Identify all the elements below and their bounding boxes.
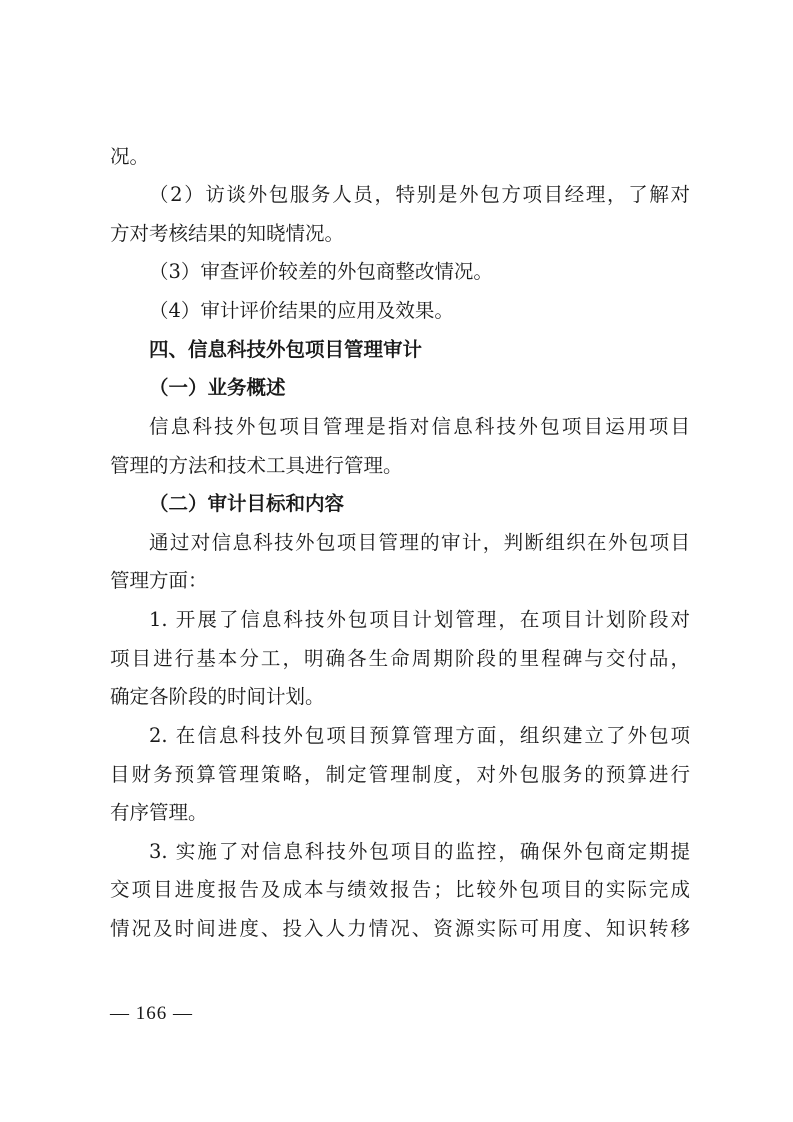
body-line: （3）审查评价较差的外包商整改情况。 bbox=[149, 260, 493, 283]
body-line: 信息科技外包项目管理是指对信息科技外包项目运用项目 bbox=[149, 415, 690, 438]
body-line: （2）访谈外包服务人员，特别是外包方项目经理，了解对 bbox=[149, 183, 690, 206]
body-line: 况。 bbox=[110, 145, 150, 168]
page-number: — 166 — bbox=[110, 1003, 193, 1024]
body-line: 3. 实施了对信息科技外包项目的监控，确保外包商定期提 bbox=[149, 840, 690, 863]
body-line: 项目进行基本分工，明确各生命周期阶段的里程碑与交付品， bbox=[110, 647, 690, 670]
body-line: 交项目进度报告及成本与绩效报告；比较外包项目的实际完成 bbox=[110, 878, 690, 901]
body-line: 确定各阶段的时间计划。 bbox=[110, 685, 325, 708]
body-line: 管理的方法和技术工具进行管理。 bbox=[110, 454, 403, 477]
body-line: 2. 在信息科技外包项目预算管理方面，组织建立了外包项 bbox=[149, 724, 690, 747]
body-line: 管理方面： bbox=[110, 569, 208, 592]
body-line: 有序管理。 bbox=[110, 801, 208, 824]
body-line: 目财务预算管理策略，制定管理制度，对外包服务的预算进行 bbox=[110, 763, 690, 786]
section-heading: 四、信息科技外包项目管理审计 bbox=[149, 338, 423, 361]
body-line: 1. 开展了信息科技外包项目计划管理，在项目计划阶段对 bbox=[149, 608, 690, 631]
body-line: 方对考核结果的知晓情况。 bbox=[110, 222, 345, 245]
subsection-heading: （一）业务概述 bbox=[149, 376, 286, 399]
body-line: 情况及时间进度、投入人力情况、资源实际可用度、知识转移 bbox=[110, 917, 690, 940]
body-line: （4）审计评价结果的应用及效果。 bbox=[149, 299, 454, 322]
subsection-heading: （二）审计目标和内容 bbox=[149, 492, 345, 515]
body-line: 通过对信息科技外包项目管理的审计，判断组织在外包项目 bbox=[149, 531, 690, 554]
